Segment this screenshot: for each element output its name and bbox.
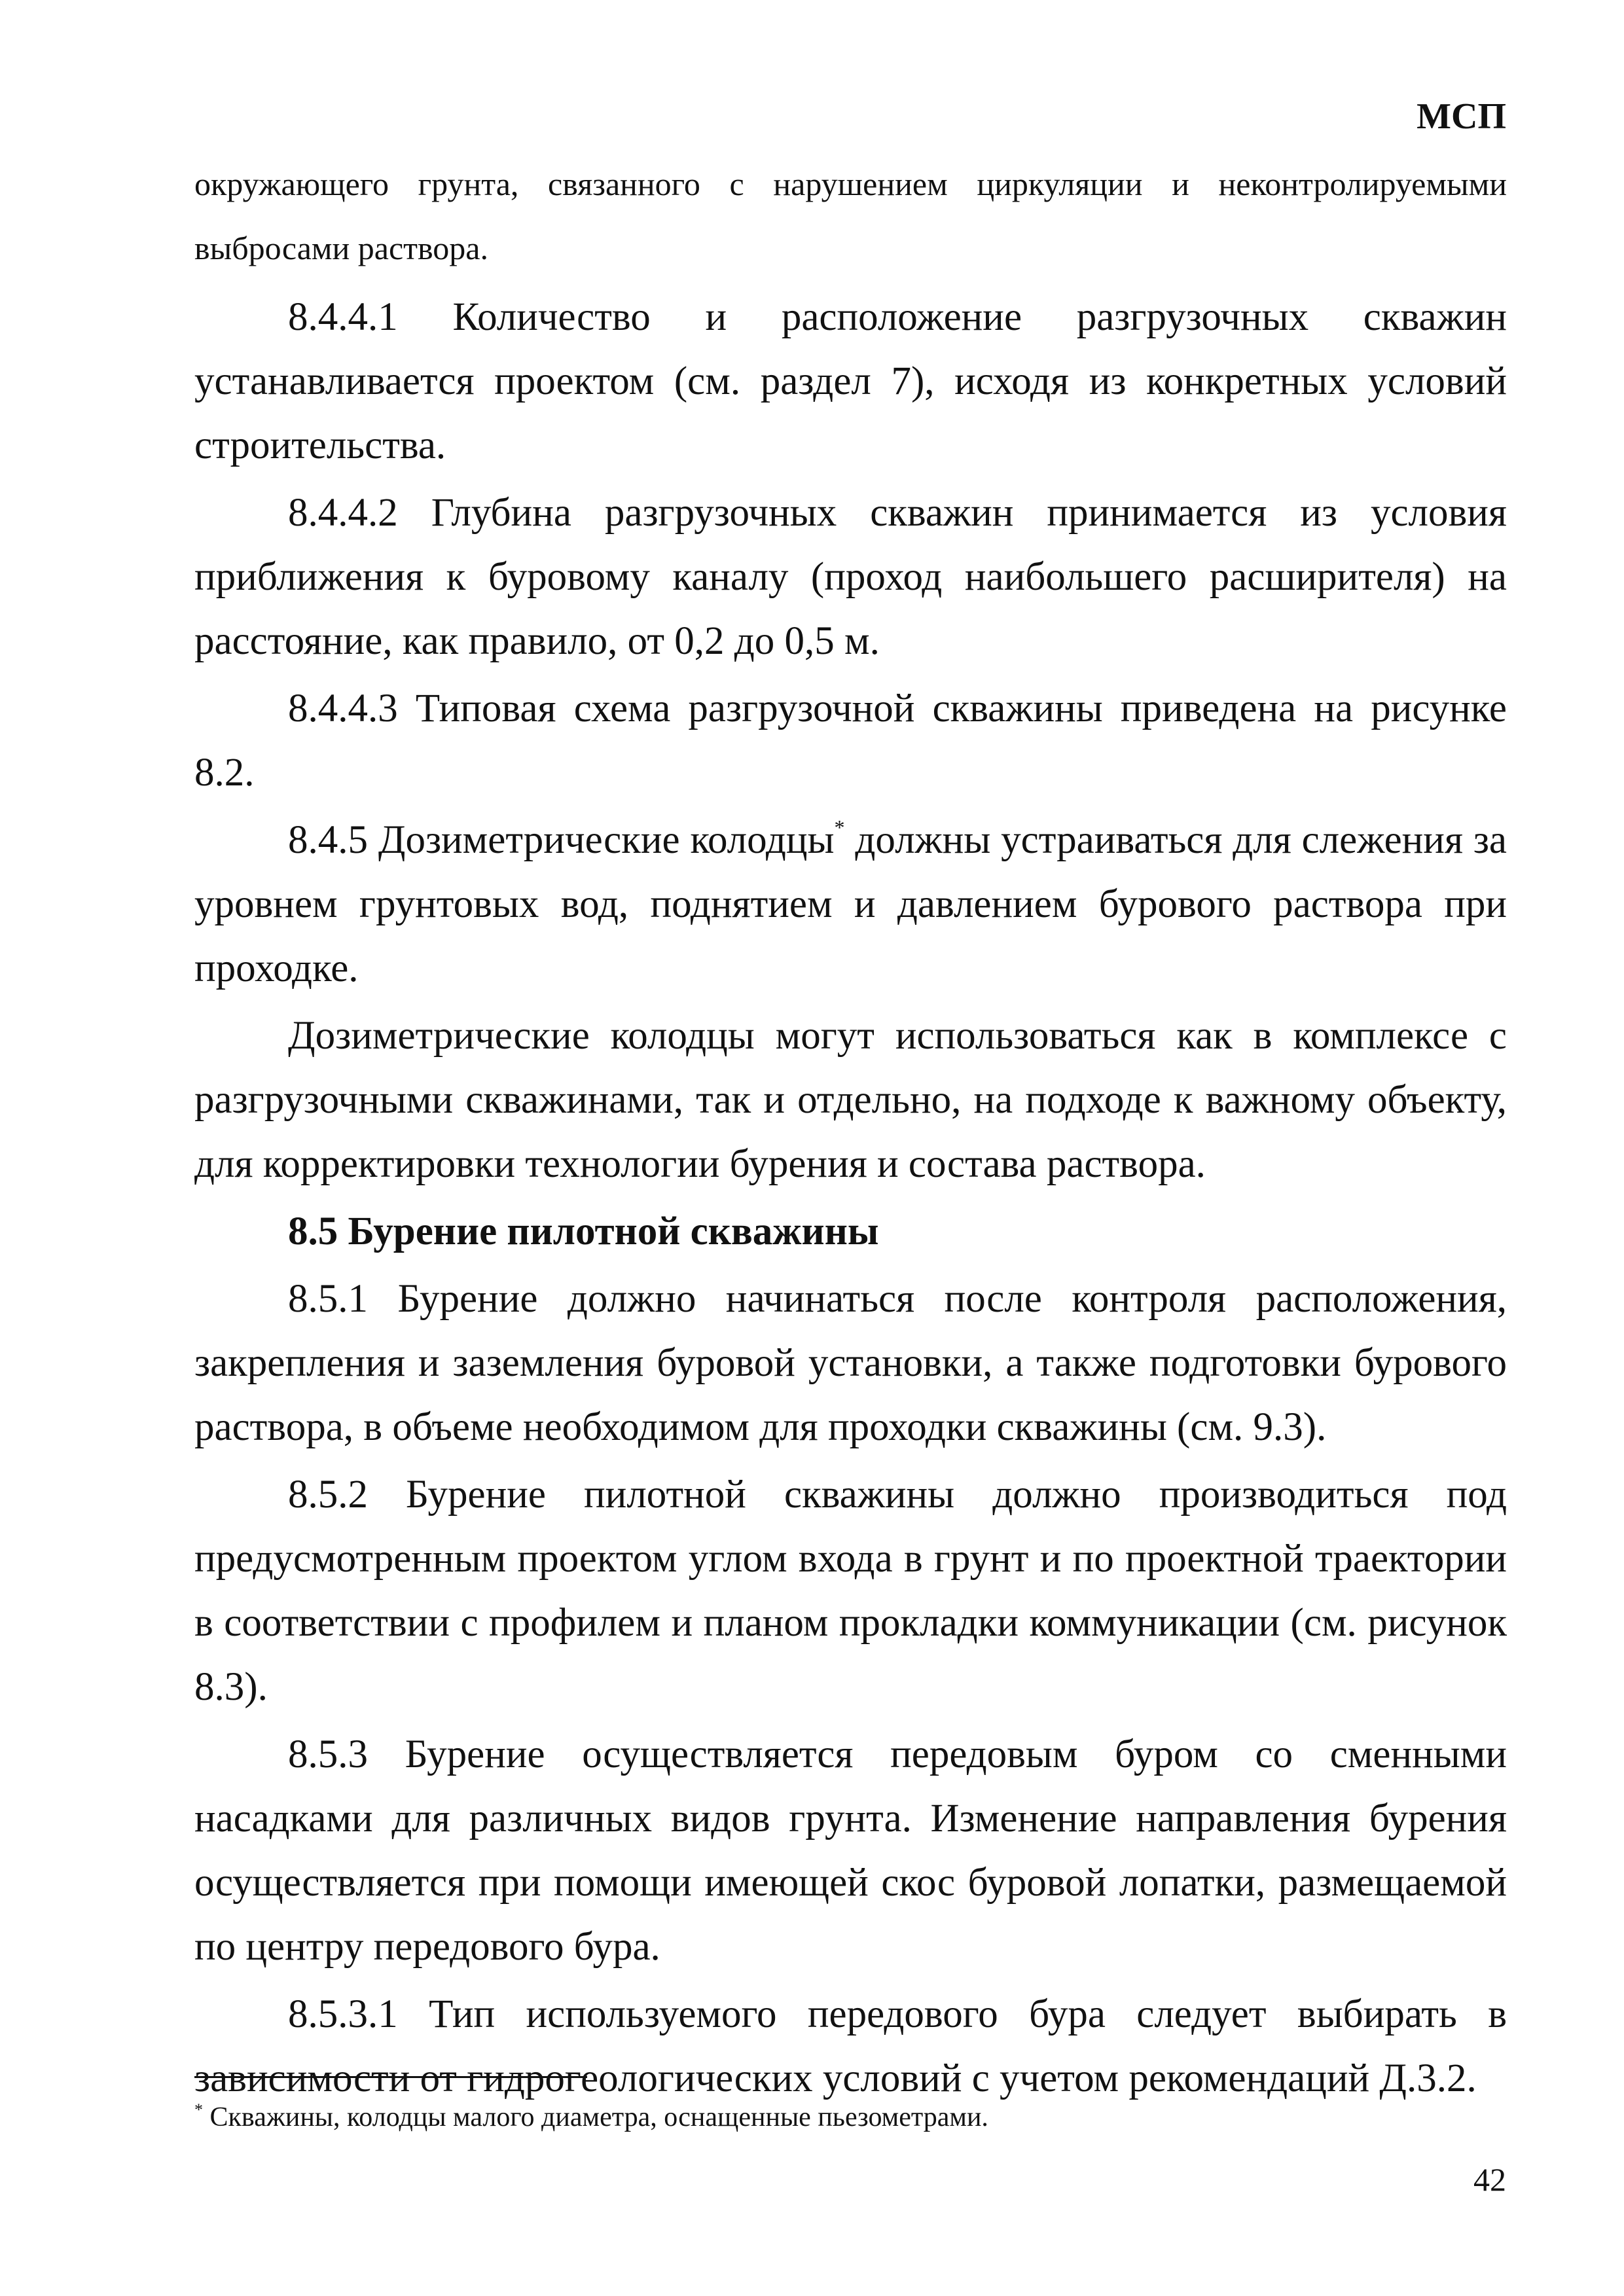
paragraph-8-5-3: 8.5.3 Бурение осуществляется передовым буром со сменными насадками для различных видов грунта. Изменение направления бурения осуществляется при помощи имеющей скос буровой лопатки, размещаемой по центру передового бура.	[194, 1732, 1507, 1969]
paragraph-8-4-4-2: 8.4.4.2 Глубина разгрузочных скважин принимается из условия приближения к буровому каналу (проход наибольшего расширителя) на расстояние, как правило, от 0,2 до 0,5 м.	[194, 491, 1507, 663]
paragraph-8-5-2: 8.5.2 Бурение пилотной скважины должно производиться под предусмотренным проектом углом входа в грунт и по проектной траектории в соответствии с профилем и планом прокладки коммуникации (см. рисунок 8.3).	[194, 1473, 1507, 1709]
paragraph-dosimetric-wells: Дозиметрические колодцы могут использоваться как в комплексе с разгрузочными скважинами, так и отдельно, на подходе к важному объекту, для корректировки технологии бурения и состава раствора.	[194, 1014, 1507, 1186]
page-number: 42	[1473, 2161, 1506, 2198]
page-header-code: МСП	[1416, 96, 1506, 137]
paragraph-8-5-1: 8.5.1 Бурение должно начинаться после контроля расположения, закрепления и заземления буровой установки, а также подготовки бурового раствора, в объеме необходимом для проходки скважины (см. 9.3).	[194, 1277, 1507, 1449]
paragraph-8-4-4-3: 8.4.4.3 Типовая схема разгрузочной скважины приведена на рисунке 8.2.	[194, 687, 1507, 795]
footnote-separator	[194, 2076, 587, 2078]
paragraph-8-4-5-rest: должны устраиваться для слежения за уровнем грунтовых вод, поднятием и давлением бурового раствора при проходке.	[194, 818, 1507, 990]
paragraph-8-4-5	[194, 808, 1507, 1001]
footnote-reference: *	[834, 816, 845, 839]
document-body	[194, 152, 1507, 2114]
paragraph-8-4-4-1: 8.4.4.1 Количество и расположение разгрузочных скважин устанавливается проектом (см. раздел 7), исходя из конкретных условий строительства.	[194, 295, 1507, 467]
paragraph-8-5-3-1: 8.5.3.1 Тип используемого передового бура следует выбирать в зависимости от гидрогеологических условий с учетом рекомендаций Д.3.2.	[194, 1992, 1507, 2100]
footnote	[194, 2101, 988, 2134]
section-heading-8-5: 8.5 Бурение пилотной скважины	[288, 1210, 879, 1253]
footnote-text: Скважины, колодцы малого диаметра, оснащенные пьезометрами.	[203, 2102, 988, 2132]
paragraph-continuation: окружающего грунта, связанного с нарушением циркуляции и неконтролируемыми выбросами раствора.	[194, 166, 1507, 266]
paragraph-8-4-5-start: 8.4.5 Дозиметрические колодцы	[288, 818, 835, 862]
footnote-marker: *	[194, 2100, 203, 2119]
